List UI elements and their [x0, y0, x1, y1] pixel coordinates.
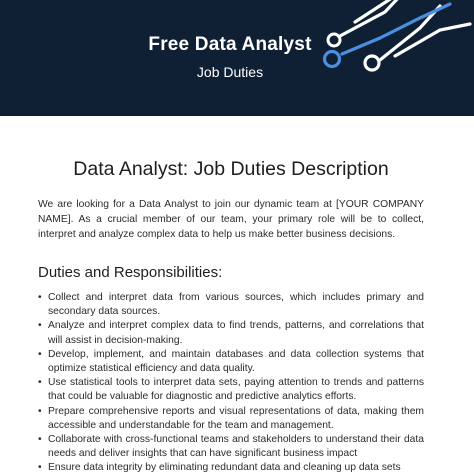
duty-text: Collaborate with cross-functional teams and stakeholders to understand their data needs and deliver insights that can have significant business impact	[48, 434, 424, 460]
duty-text: Use statistical tools to interpret data sets, paying attention to trends and patterns that could be valuable for diagnostic and predictive analytics efforts.	[48, 377, 424, 403]
bullet-icon: •	[38, 348, 42, 360]
section-heading: Duties and Responsibilities:	[38, 264, 223, 281]
duty-text: Collect and interpret data from various sources, which includes primary and secondary data sources.	[48, 292, 424, 318]
bullet-icon: •	[38, 462, 42, 473]
bullet-icon: •	[38, 292, 42, 303]
bullet-icon: •	[38, 434, 42, 446]
duties-list	[38, 291, 424, 473]
header-subtitle: Job Duties	[196, 64, 264, 80]
duty-text: Ensure data integrity by eliminating redundant data and cleaning up data sets	[48, 462, 401, 473]
circuit-decoration-icon	[0, 0, 474, 116]
list-item	[38, 461, 424, 473]
list-item	[38, 348, 424, 376]
list-item	[38, 319, 424, 347]
list-item	[38, 376, 424, 404]
intro-paragraph: We are looking for a Data Analyst to join our dynamic team at [YOUR COMPANY NAME]. As a crucial member of our team, your primary role will be to collect, interpret and analyze complex data to help us make better business decisions.	[38, 199, 424, 240]
header-banner	[0, 0, 474, 116]
bullet-icon: •	[38, 320, 42, 332]
duty-text: Analyze and interpret complex data to find trends, patterns, and correlations that will assist in decision-making.	[48, 320, 424, 346]
duty-text: Prepare comprehensive reports and visual representations of data, making them accessible and understandable for the team and management.	[48, 405, 424, 431]
document-title: Data Analyst: Job Duties Description	[73, 158, 389, 180]
bullet-icon: •	[38, 405, 42, 417]
list-item	[38, 433, 424, 461]
list-item	[38, 405, 424, 433]
bullet-icon: •	[38, 377, 42, 389]
list-item	[38, 291, 424, 319]
duty-text: Develop, implement, and maintain databases and data collection systems that optimize statistical efficiency and data quality.	[48, 348, 424, 375]
header-title: Free Data Analyst	[148, 34, 312, 55]
document-body	[38, 158, 424, 473]
